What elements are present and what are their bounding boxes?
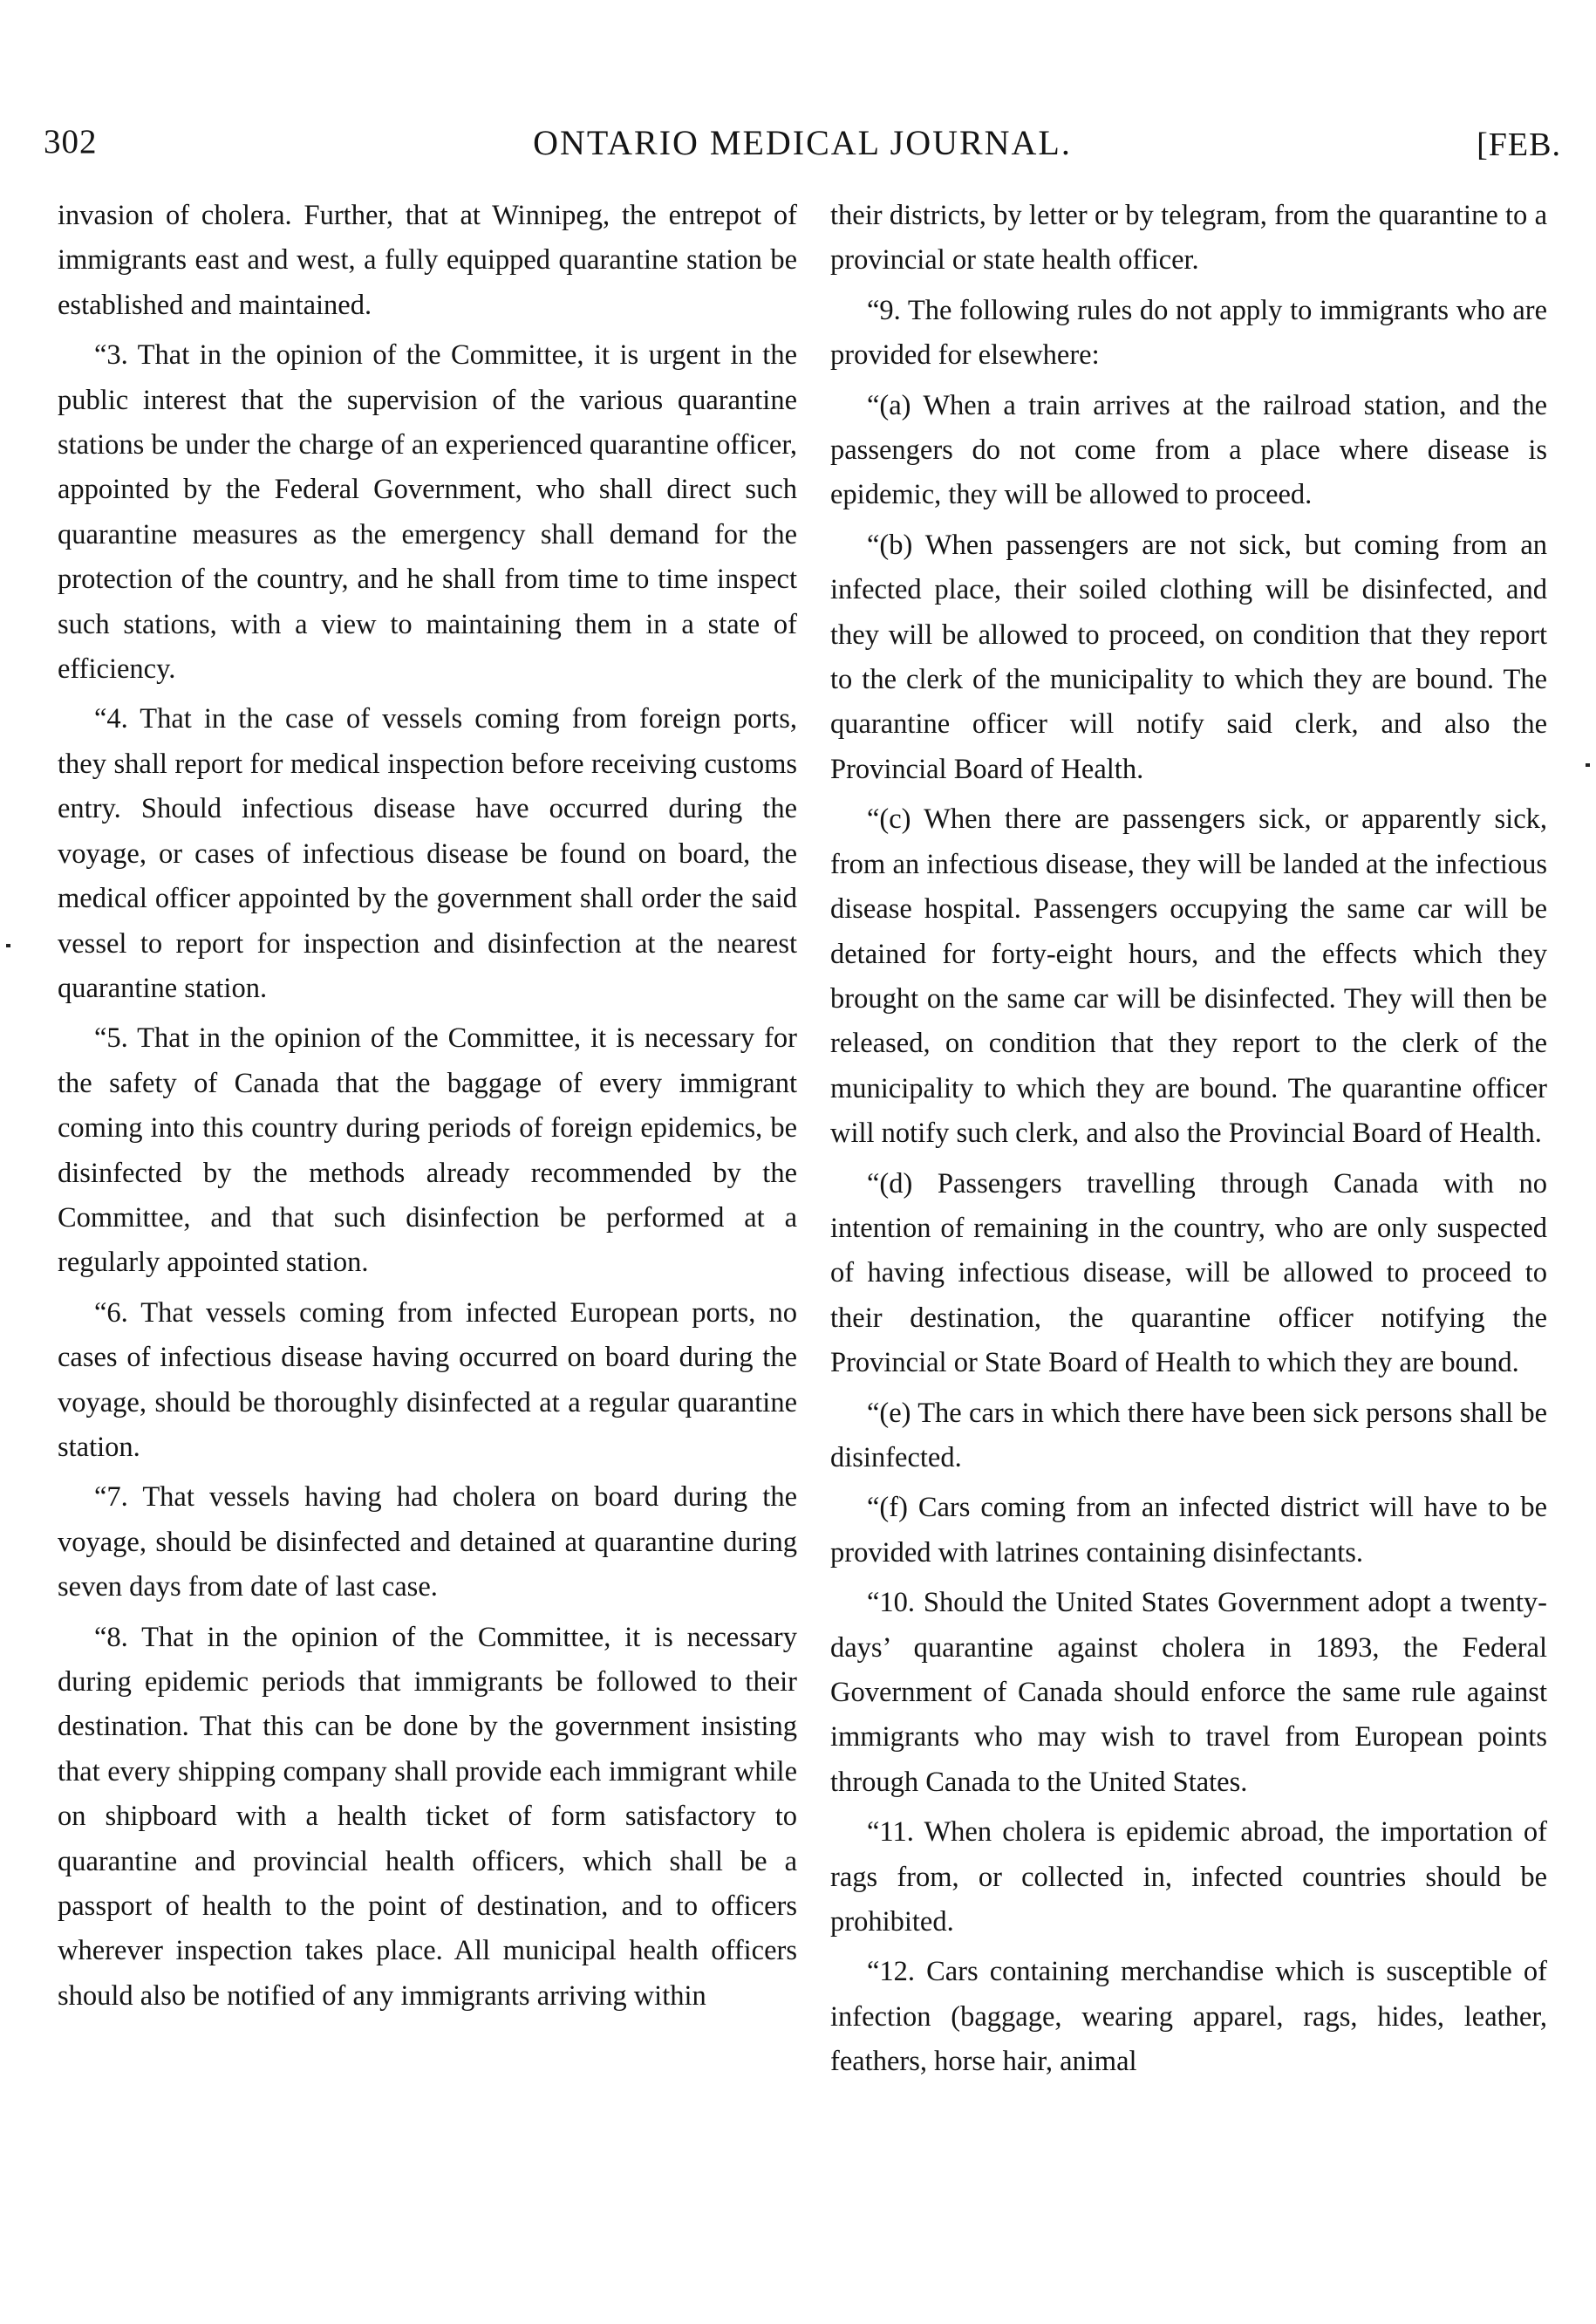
paragraph: “9. The following rules do not apply to immigrants who are provided for elsewhere: xyxy=(830,294,1547,372)
right-column xyxy=(830,194,1547,2090)
paragraph: “(e) The cars in which there have been sick persons shall be disinfected. xyxy=(830,1397,1547,1473)
margin-speck xyxy=(1586,763,1590,767)
paragraph: “(b) When passengers are not sick, but coming from an infected place, their soiled clothing will be disinfected, and they will be allowed to proceed, on condition that they report to the clerk of the municipality to which they are bound. The quarantine officer will notify said clerk, and also the Provincial Board of Health. xyxy=(830,529,1547,785)
paragraph: “(c) When there are passengers sick, or apparently sick, from an infectious disease, they will be landed at the infectious disease hospital. Passengers occupying the same car will be detained for forty-eight hours, and the effects which they brought on the same car will be disinfected. They will then be released, on condition that they report to the clerk of the municipality to which they are bound. The quarantine officer will notify such clerk, and also the Provincial Board of Health. xyxy=(830,803,1547,1150)
paragraph: “11. When cholera is epidemic abroad, the importation of rags from, or collected in, infected countries should be prohibited. xyxy=(830,1816,1547,1938)
margin-speck xyxy=(6,944,10,947)
issue-month: [FEB. xyxy=(1477,126,1561,163)
left-column xyxy=(58,194,797,2024)
paragraph: “5. That in the opinion of the Committee, it is necessary for the safety of Canada that the baggage of every immigrant coming into this country during periods of foreign epidemics, be disinfected by the methods already recommended by the Committee, and that such disinfection be performed at a regularly appointed station. xyxy=(58,1022,797,1279)
paragraph: their districts, by letter or by telegram, from the quarantine to a provincial or state health officer. xyxy=(830,200,1547,277)
running-head: ONTARIO MEDICAL JOURNAL. xyxy=(533,123,1072,162)
paragraph: “6. That vessels coming from infected European ports, no cases of infectious disease having occurred on board during the voyage, should be thoroughly disinfected at a regular quarantine station. xyxy=(58,1296,797,1463)
paragraph: “8. That in the opinion of the Committee, it is necessary during epidemic periods that immigrants be followed to their destination. That this can be done by the government insisting that every shipping company shall provide each immigrant while on shipboard with a health ticket of form satisfactory to quarantine and provincial health officers, which shall be a passport of health to the point of destination, and to officers wherever inspection takes place. All municipal health officers should also be notified of any immigrants arriving within xyxy=(58,1621,797,2012)
paragraph: invasion of cholera. Further, that at Winnipeg, the entrepot of immigrants east and west, a fully equipped quarantine station be established and maintained. xyxy=(58,200,797,321)
paragraph: “7. That vessels having had cholera on board during the voyage, should be disinfected and detained at quarantine during seven days from date of last case. xyxy=(58,1481,797,1603)
page-number: 302 xyxy=(44,123,98,161)
paragraph: “12. Cars containing merchandise which is susceptible of infection (baggage, wearing apparel, rags, hides, leather, feathers, horse hair, animal xyxy=(830,1956,1547,2078)
paragraph: “10. Should the United States Government adopt a twenty-days’ quarantine against cholera in 1893, the Federal Government of Canada should enforce the same rule against immigrants who may wish to travel from European points through Canada to the United States. xyxy=(830,1587,1547,1798)
paragraph: “(a) When a train arrives at the railroad station, and the passengers do not come from a place where disease is epidemic, they will be allowed to proceed. xyxy=(830,389,1547,511)
paragraph: “(f) Cars coming from an infected district will have to be provided with latrines containing disinfectants. xyxy=(830,1492,1547,1569)
paragraph: “(d) Passengers travelling through Canada with no intention of remaining in the country, who are only suspected of having infectious disease, will be allowed to proceed to their destination, the quarantine officer notifying the Provincial or State Board of Health to which they are bound. xyxy=(830,1167,1547,1379)
paragraph: “4. That in the case of vessels coming from foreign ports, they shall report for medical inspection before receiving customs entry. Should infectious disease have occurred during the voyage, or cases of infectious disease be found on board, the medical officer appointed by the government shall order the said vessel to report for inspection and disinfection at the nearest quarantine station. xyxy=(58,703,797,1004)
page-header xyxy=(44,122,1561,174)
paragraph: “3. That in the opinion of the Committee, it is urgent in the public interest that the supervision of the various quarantine stations be under the charge of an experienced quarantine officer, appointed by the Federal Government, who shall direct such quarantine measures as the emergency shall demand for the protection of the country, and he shall from time to time inspect such stations, with a view to maintaining them in a state of efficiency. xyxy=(58,339,797,686)
